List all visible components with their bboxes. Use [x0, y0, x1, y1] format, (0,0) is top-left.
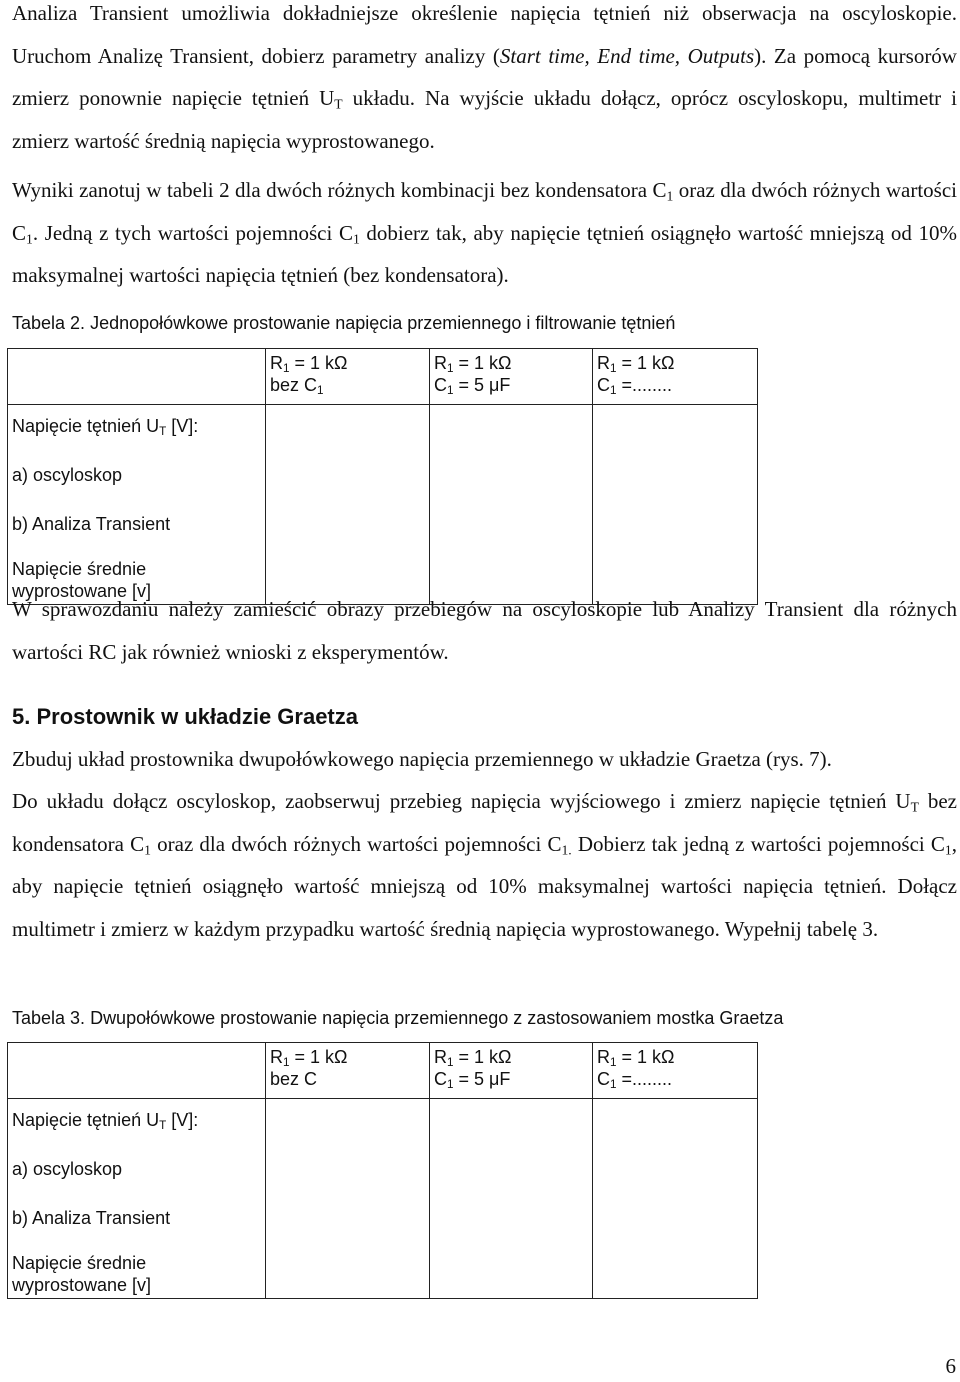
subscript: T: [334, 96, 343, 112]
table-row: [8, 1099, 758, 1149]
table-header-cell: $R_1 = 1$ kΩ bez $C_1$: [266, 349, 430, 405]
table-cell-empty[interactable]: [266, 503, 430, 552]
paragraph-record-results: [12, 169, 957, 297]
table-cell-empty[interactable]: [430, 454, 593, 503]
table-cell-empty[interactable]: [430, 1148, 593, 1197]
table-cell-empty[interactable]: [266, 1148, 430, 1197]
table-cell-empty[interactable]: [430, 1197, 593, 1246]
section-heading: 5. Prostownik w układzie Graetza: [12, 704, 358, 729]
table-header-row: [8, 349, 758, 405]
caption-text: Jednopołówkowe prostowanie napięcia przemiennego i filtrowanie tętnień: [85, 313, 676, 333]
row-label-ripple: Napięcie tętnień $U_T$ [V]:: [8, 405, 266, 455]
table-corner-cell: [8, 1043, 266, 1099]
table-cell-empty[interactable]: [266, 1246, 430, 1299]
table-cell-empty[interactable]: [593, 1099, 758, 1149]
row-label-average-voltage: Napięcie średnie wyprostowane [v]: [8, 1246, 266, 1299]
table-row: [8, 503, 758, 552]
subscript: 1: [352, 230, 360, 246]
table-cell-empty[interactable]: [593, 405, 758, 455]
italic-params: Start time, End time, Outputs: [499, 43, 755, 68]
text-run: układu. Na wyjście układu dołącz, oprócz oscyloskopu, multimetr i zmierz wartość średnią napięcia wyprostowanego.: [12, 86, 957, 153]
table3-caption: [12, 1008, 783, 1029]
table-cell-empty[interactable]: [266, 405, 430, 455]
text-run: oraz dla dwóch różnych wartości C: [12, 178, 958, 245]
row-label-ripple: Napięcie tętnień $U_T$ [V]:: [8, 1099, 266, 1149]
table-header-cell: $R_1 = 1$ kΩ $C_1$ =........: [593, 1043, 758, 1099]
table3: [7, 1042, 758, 1299]
caption-text: Dwupołówkowe prostowanie napięcia przemiennego z zastosowaniem mostka Graetza: [85, 1008, 784, 1028]
paragraph-measure-ripple: Do układu dołącz oscyloskop, zaobserwuj przebieg napięcia wyjściowego i zmierz napięcie tętnień $U_T$ bez kondensatora $C_1$ oraz dla dwóch różnych wartości pojemności $C_{1.}$ Dobierz tak jedną z wartości pojemności $C_1$, aby napięcie tętnień osiągnęło wartość mniejszą od 10% maksymalnej wartości napięcia tętnień. Dołącz multimetr i zmierz w każdym przypadku wartość średnią napięcia wyprostowanego. Wypełnij tabelę 3.: [12, 789, 957, 941]
table2-caption: [12, 313, 675, 334]
row-label-oscilloscope: a) oscyloskop: [8, 1148, 266, 1197]
table-row: [8, 454, 758, 503]
table-cell-empty[interactable]: [266, 1099, 430, 1149]
table-cell-empty[interactable]: [430, 503, 593, 552]
row-label-transient: b) Analiza Transient: [8, 1197, 266, 1246]
table-header-row: [8, 1043, 758, 1099]
subscript: 1: [26, 230, 33, 246]
paragraph-build-circuit: Zbuduj układ prostownika dwupołówkowego napięcia przemiennego w układzie Graetza (rys. 7).: [12, 747, 832, 771]
text-run: . Jedną z tych wartości pojemności C: [32, 220, 353, 245]
table-row: [8, 1148, 758, 1197]
table-cell-empty[interactable]: [593, 1246, 758, 1299]
table-corner-cell: [8, 349, 266, 405]
text-run: Wyniki zanotuj w tabeli 2 dla dwóch różnych kombinacji bez kondensatora C: [12, 178, 667, 202]
table-cell-empty[interactable]: [266, 454, 430, 503]
table-row: [8, 405, 758, 455]
table-row: [8, 1197, 758, 1246]
caption-prefix: Tabela 2.: [12, 313, 86, 333]
table-cell-empty[interactable]: [430, 1099, 593, 1149]
table-cell-empty[interactable]: [593, 1197, 758, 1246]
table-cell-empty[interactable]: [593, 503, 758, 552]
table-cell-empty[interactable]: [593, 1148, 758, 1197]
row-label-oscilloscope: a) oscyloskop: [8, 454, 266, 503]
table2: [7, 348, 758, 605]
table-header-cell: $R_1 = 1$ kΩ $C_1$ =........: [593, 349, 758, 405]
table-header-cell: $R_1 = 1$ kΩ bez C: [266, 1043, 430, 1099]
text-run: Analiza Transient umożliwia dokładniejsze określenie napięcia tętnień niż obserwacja na oscyloskopie. Uruchom Analizę Transient, dobierz parametry analizy (: [12, 1, 957, 68]
table-cell-empty[interactable]: [430, 1246, 593, 1299]
page-number: 6: [945, 1354, 956, 1378]
text-run: ). Za pomocą kursorów zmierz ponownie napięcie tętnień U: [12, 43, 957, 110]
table-header-cell: $R_1 = 1$ kΩ $C_1 = 5$ μF: [430, 1043, 593, 1099]
table-row: [8, 1246, 758, 1299]
table-header-cell: $R_1 = 1$ kΩ $C_1 = 5$ μF: [430, 349, 593, 405]
row-label-average-voltage: Napięcie średnie wyprostowane [v]: [8, 552, 266, 605]
table-cell-empty[interactable]: [430, 405, 593, 455]
subscript: 1: [666, 188, 674, 204]
paragraph-report: W sprawozdaniu należy zamieścić obrazy przebiegów na oscyloskopie lub Analizy Transient dla różnych wartości RC jak również wnioski z eksperymentów.: [12, 597, 957, 664]
table-cell-empty[interactable]: [593, 454, 758, 503]
text-run: dobierz tak, aby napięcie tętnień osiągnęło wartość mniejszą od 10% maksymalnej wartości napięcia tętnień (bez kondensatora).: [12, 220, 957, 287]
caption-prefix: Tabela 3.: [12, 1008, 86, 1028]
paragraph-transient-analysis: [12, 0, 957, 162]
row-label-transient: b) Analiza Transient: [8, 503, 266, 552]
table-cell-empty[interactable]: [266, 1197, 430, 1246]
